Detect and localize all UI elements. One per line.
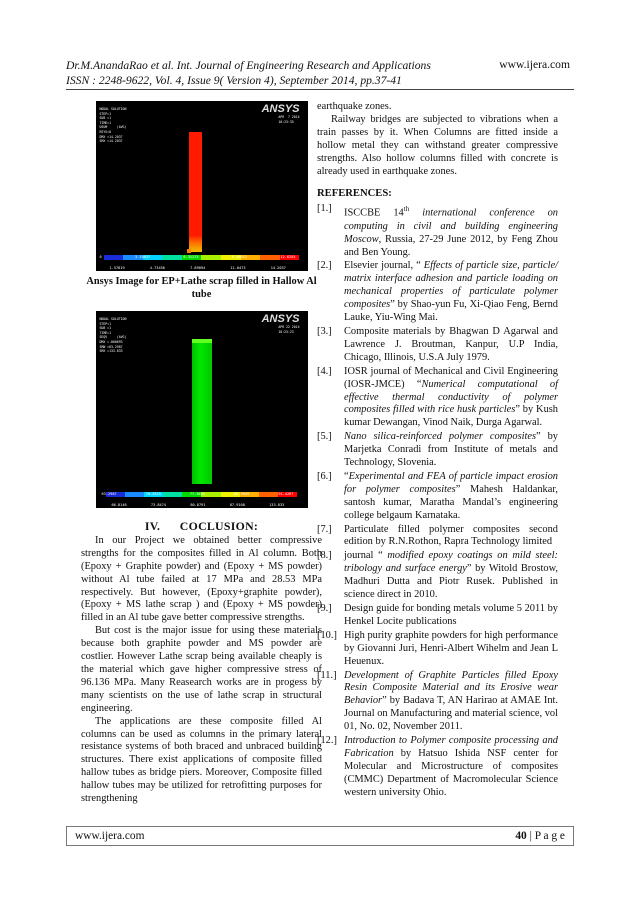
green-column-model [192, 339, 212, 484]
reference-number: [2.] [317, 260, 332, 272]
legend-label: 7.89094 [190, 266, 206, 270]
legend-label: 63.2987 [101, 492, 117, 496]
reference-item [317, 326, 558, 365]
ansys-logo: ANSYS [261, 103, 300, 115]
header-url[interactable]: www.ijera.com [499, 58, 570, 71]
legend-label: 66.8146 [111, 503, 127, 507]
reference-list [317, 203, 558, 799]
figure1-legend-bottom [110, 262, 286, 271]
conclusion-paragraph-2: But cost is the major issue for using these materials because both graphite powder and MS powder are costlier. However Lathe scrap being available cheaply is the material which gave higher compressive stress of 96.136 MPa. Many Reasearch works are in progess by many scientists on the use of lathe scrap in structural engineering. [81, 625, 322, 714]
legend-label: 11.0473 [230, 266, 246, 270]
reference-item [317, 203, 558, 259]
reference-text: Introduction to Polymer composite processing and Fabrication by Hatsuo Ishida NSF center for Molecular and Microstructure of composites (CMMC) Department of Macromolecular Science western university Ohio. [344, 735, 558, 798]
reference-item [317, 670, 558, 735]
legend-label: 9.46912 [231, 255, 248, 259]
reference-number: [5.] [317, 431, 332, 443]
reference-number: [3.] [317, 325, 332, 337]
references-heading: REFERENCES: [317, 188, 392, 200]
figure1-overlay-text: NODAL SOLUTION STEP=1 SUB =1 TIME=1 USUM (AVG) RSYS=0 DMX =14.2037 SMX =14.2037 [99, 107, 127, 144]
page-word: | P a g e [526, 830, 565, 842]
legend-label: 80.8791 [190, 503, 206, 507]
ansys-figure-1 [96, 101, 308, 271]
legend-label: 14.2037 [270, 266, 286, 270]
reference-item [317, 630, 558, 669]
conclusion-paragraph-3: The applications are these composite filled Al columns can be used as columns in the primary lateral resistance systems of both braced and unbraced building structures. There exist applications of composite filled hallow tubes as bridge piers. Moreover, Composite filled hallow tubes may be utilized for retrofitting purposes for strengthening [81, 715, 322, 805]
column-top-highlight [192, 339, 212, 343]
legend-label: 6.31275 [183, 255, 199, 259]
figure1-stamp: APR 7 2014 10:23:35 [278, 115, 300, 124]
conclusion-paragraph-1: In our Project we obtained better compressive strengths for the composites filled in Al column. Both (Epoxy + Graphite powder) and (Epoxy + MS powder) without Al tube failed at 17 MPa and 28.53 MPa respectively. But however, (Epoxy+graphite powder), (Epoxy + MS lathe scrap ) and (Epoxy + MS powder) filled in an Al tube gave better compressive strengths. [81, 534, 322, 624]
reference-text: ISCCBE 14th international conference on computing in civil and building engineering Moscow, Russia, 27-29 June 2012, by Feng Zhou and Ben Young. [344, 205, 558, 258]
section-heading-conclusion: IV. COCLUSION: [144, 519, 259, 533]
continued-text: earthquake zones. [317, 101, 392, 112]
reference-item [317, 431, 558, 470]
reference-text: IOSR journal of Mechanical and Civil Engineering (IOSR-JMCE) “Numerical computational of effective thermal conductivity of polymer composites filled with rice husk particles” by Kush kumar Dewangan, Vinod Naik, Durga Agarwal. [344, 365, 558, 429]
page-number [515, 830, 565, 842]
reference-text: Development of Graphite Particles filled Epoxy Resin Composite Material and its Erosive wear Behavior” by Badava T, AN Harirao at AMAE Int. Journal on Manufacturing and material science, vol 01, No. 02, November 2011. [344, 669, 558, 733]
reference-item [317, 550, 558, 602]
reference-number: [6.] [317, 470, 332, 482]
legend-label: 4.73456 [149, 266, 165, 270]
reference-text: Nano silica-reinforced polymer composites” by Marjetka Conradi from Institute of metals and Technology, Slovenia. [344, 431, 558, 469]
reference-number: [4.] [317, 365, 332, 377]
reference-number: [12.] [317, 735, 337, 747]
header-divider [66, 89, 574, 90]
legend-label: 87.9108 [229, 503, 245, 507]
legend-label: 91.4267 [278, 492, 294, 496]
reference-item [317, 603, 558, 629]
railway-paragraph: Railway bridges are subjected to vibrations when a train passes by it. When Columns are fitted inside a hollow metal they can withstand greater compressive strengths. Also hollow columns filled with concrete is already used in earthquake zones. [317, 113, 558, 177]
legend-label: 70.3315 [145, 492, 161, 496]
reference-number: [9.] [317, 603, 332, 614]
left-column [81, 101, 322, 806]
reference-text: Particulate filled polymer composites second edition by R.N.Rothon, Rapra Technology limited [344, 523, 558, 548]
legend-label: 1.57819 [109, 266, 125, 270]
red-column-model [189, 132, 202, 252]
ansys-figure-2 [96, 311, 308, 508]
reference-item [317, 735, 558, 800]
reference-text: journal “ modified epoxy coatings on mild steel: tribology and surface energy” by Witold Brostow, Madhuri Dutta and Piotr Rusek. Published in science direct in 2010. [344, 550, 559, 601]
reference-number: [8.] [317, 550, 332, 562]
reference-number: [10.] [317, 629, 337, 641]
reference-item [317, 260, 558, 325]
figure2-legend-bottom [112, 499, 285, 508]
footer-url[interactable]: www.ijera.com [75, 830, 145, 842]
page-number-value: 40 [515, 830, 527, 842]
reference-text: “Experimental and FEA of particle impact erosion for polymer composites” Mahesh Haldankar, santosh kumar, Maratha Mandal’s engineering college belgaum Karnataka. [344, 470, 558, 521]
reference-number: [11.] [317, 669, 337, 681]
legend-label: 0 [99, 255, 102, 259]
figure2-overlay-text: NODAL SOLUTION STEP=1 SUB =1 TIME=1 SEQV (AVG) DMX =.000693 SMN =63.2987 SMX =133.833 [99, 317, 127, 354]
reference-number: [7.] [317, 523, 332, 535]
header-citation: Dr.M.AnandaRao et al. Int. Journal of Engineering Research and Applications [66, 59, 431, 72]
legend-label: 77.3632 [189, 492, 206, 496]
legend-label: 133.833 [269, 503, 285, 507]
figure2-stamp: APR 22 2014 10:23:23 [278, 325, 300, 334]
page-footer [66, 826, 574, 846]
reference-item [317, 524, 558, 550]
reference-item [317, 471, 558, 523]
reference-number: [1.] [317, 203, 332, 215]
legend-label: 12.6255 [280, 255, 296, 259]
reference-text: Elsevier journal, “ Effects of particle size, particle/ matrix interface adhesion and particle loading on mechanical properties of particulate polymer composites” by Shao-yun Fu, Xi-Qiao Feng, Bernd Lauke, Yiu-Wing Mai. [344, 260, 558, 324]
page-header [66, 58, 574, 88]
header-issn: ISSN : 2248-9622, Vol. 4, Issue 9( Version 4), September 2014, pp.37-41 [66, 74, 402, 87]
right-column [317, 101, 558, 801]
ansys-logo: ANSYS [261, 313, 300, 325]
legend-label: 3.15637 [134, 255, 151, 259]
reference-text: Design guide for bonding metals volume 5 2011 by Henkel Locite publications [344, 603, 558, 627]
reference-text: High purity graphite powders for high performance by Giovanni Juri, Henri-Albert Wihelm and Jean L Heuenux. [344, 629, 558, 667]
reference-item [317, 366, 558, 431]
figure1-caption: Ansys Image for EP+Lathe scrap filled in Hallow Al tube [86, 276, 317, 300]
legend-label: 73.8474 [150, 503, 167, 507]
reference-text: Composite materials by Bhagwan D Agarwal and Lawrence J. Broutman, Kanpur, U.P India, Chicago, Illinois, U.S.A July 1979. [344, 325, 558, 363]
legend-label: 84.3949 [234, 492, 250, 496]
